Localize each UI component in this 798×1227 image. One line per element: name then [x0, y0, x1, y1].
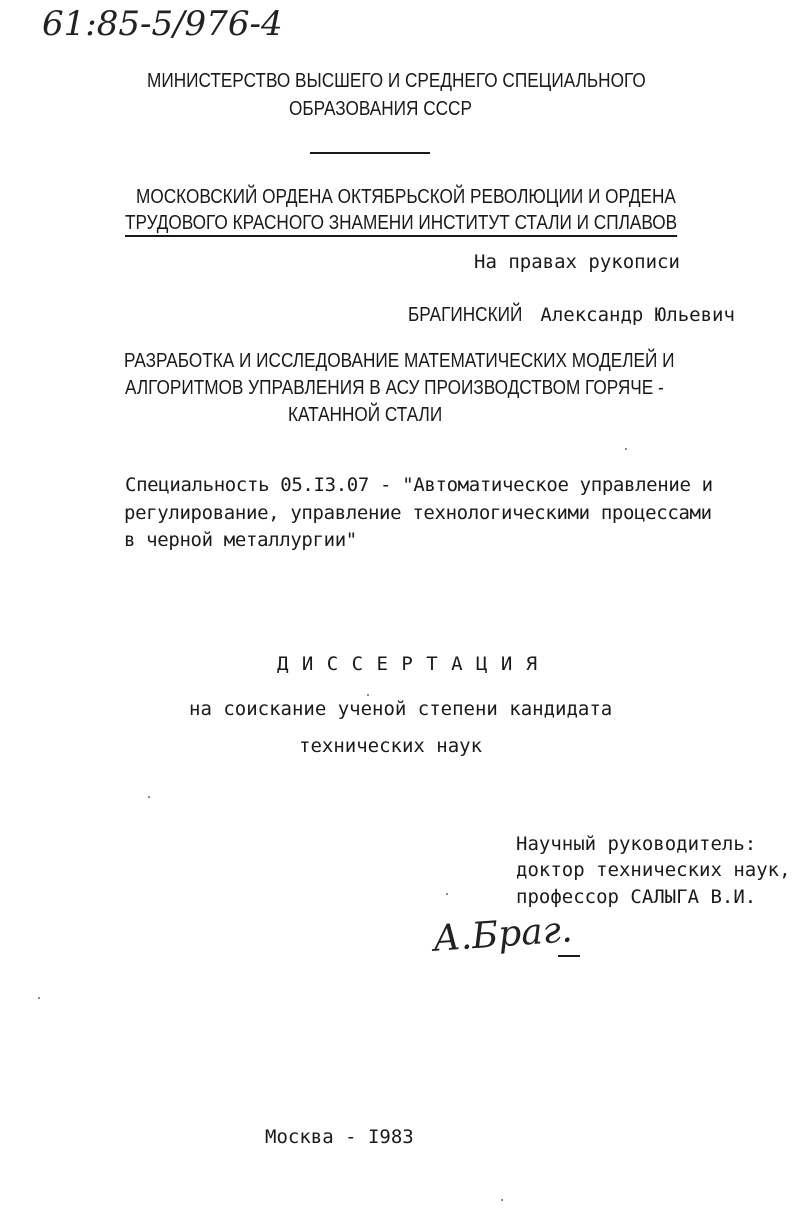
paper-speck: [38, 997, 40, 999]
degree-line-2: технических наук: [299, 735, 483, 757]
author-signature: А.Браг.: [431, 909, 574, 960]
degree-line-1: на соискание ученой степени кандидата: [189, 698, 613, 720]
ministry-line-1: МИНИСТЕРСТВО ВЫСШЕГО И СРЕДНЕГО СПЕЦИАЛЬНОГО: [147, 70, 646, 92]
dissertation-title-line-3: КАТАННОЙ СТАЛИ: [288, 404, 443, 426]
institute-line-1: МОСКОВСКИЙ ОРДЕНА ОКТЯБРЬСКОЙ РЕВОЛЮЦИИ И ОРДЕНА: [136, 186, 676, 208]
paper-speck: [446, 893, 448, 895]
supervisor-label: Научный руководитель:: [516, 833, 757, 855]
manuscript-rights: На правах рукописи: [474, 251, 680, 273]
archive-code-handwritten: 61:85-5/976-4: [42, 4, 283, 44]
paper-speck: [625, 448, 627, 450]
specialty-line-3: в черной металлургии": [124, 529, 357, 551]
supervisor-name: профессор САЛЫГА В.И.: [516, 886, 757, 908]
dissertation-title-line-1: РАЗРАБОТКА И ИССЛЕДОВАНИЕ МАТЕМАТИЧЕСКИХ МОДЕЛЕЙ И: [124, 350, 675, 372]
signature-stroke: [558, 955, 580, 957]
place-year: Москва - I983: [265, 1126, 414, 1148]
author-surname: БРАГИНСКИЙ: [408, 304, 523, 326]
document-type: Д И С С Е Р Т А Ц И Я: [277, 653, 539, 675]
dissertation-title-line-2: АЛГОРИТМОВ УПРАВЛЕНИЯ В АСУ ПРОИЗВОДСТВОМ ГОРЯЧЕ -: [125, 377, 664, 399]
author-given-names: Александр Юльевич: [540, 304, 735, 326]
specialty-line-1: Специальность 05.I3.07 - "Автоматическое управление и: [125, 474, 713, 496]
ministry-line-2: ОБРАЗОВАНИЯ СССР: [289, 98, 472, 120]
paper-speck: [367, 694, 369, 696]
paper-speck: [148, 796, 150, 798]
institute-line-2: ТРУДОВОГО КРАСНОГО ЗНАМЕНИ ИНСТИТУТ СТАЛИ И СПЛАВОВ: [125, 212, 677, 237]
paper-speck: [501, 1199, 503, 1201]
specialty-line-2: регулирование, управление технологическими процессами: [124, 502, 712, 524]
supervisor-degree: доктор технических наук,: [516, 859, 791, 881]
header-divider: [310, 152, 430, 154]
author-name: [408, 304, 735, 326]
